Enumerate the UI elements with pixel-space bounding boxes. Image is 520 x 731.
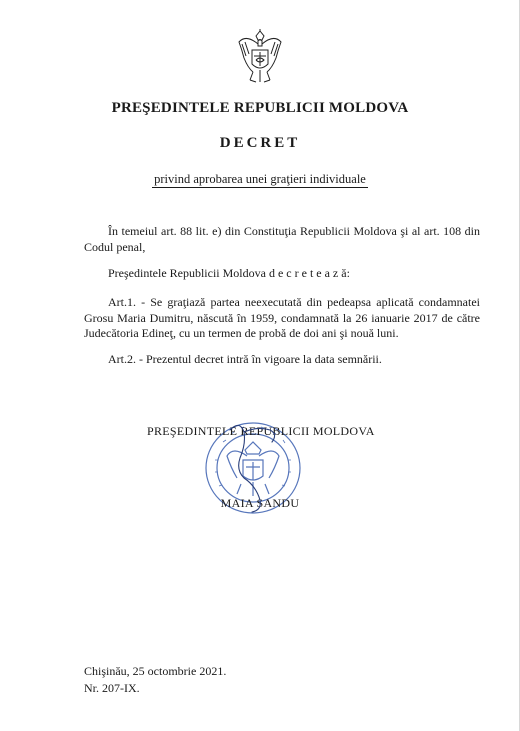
decree-subject (0, 172, 520, 187)
article-2: Art.2. - Prezentul decret intră în vigoare la data semnării. (108, 352, 382, 366)
signatory-name: MAIA SANDU (220, 496, 300, 510)
decree-subject-text: privind aprobarea unei graţieri individuale (154, 172, 366, 186)
preamble-paragraph: În temeiul art. 88 lit. e) din Constituţia Republicii Moldova şi al art. 108 din Codul penal, (84, 224, 480, 254)
decree-formula: Preşedintele Republicii Moldova d e c r e t e a z ă: (108, 266, 350, 280)
document-type: DECRET (219, 135, 301, 151)
place-and-date: Chişinău, 25 octombrie 2021. (84, 664, 227, 678)
page-title: PREŞEDINTELE REPUBLICII MOLDOVA (111, 100, 409, 116)
signatory-title: PREŞEDINTELE REPUBLICII MOLDOVA (147, 424, 375, 438)
decree-number: Nr. 207-IX. (84, 681, 140, 695)
handwritten-signature (200, 418, 320, 518)
moldova-coat-of-arms-icon (236, 28, 284, 84)
article-1: Art.1. - Se graţiază partea neexecutată din pedeapsa aplicată condamnatei Grosu Maria Dumitru, născută în 1959, condamnată la 26 ianuarie 2017 de către Judecătoria Edineţ, cu un termen de probă de doi ani şi nouă luni. (84, 295, 480, 340)
